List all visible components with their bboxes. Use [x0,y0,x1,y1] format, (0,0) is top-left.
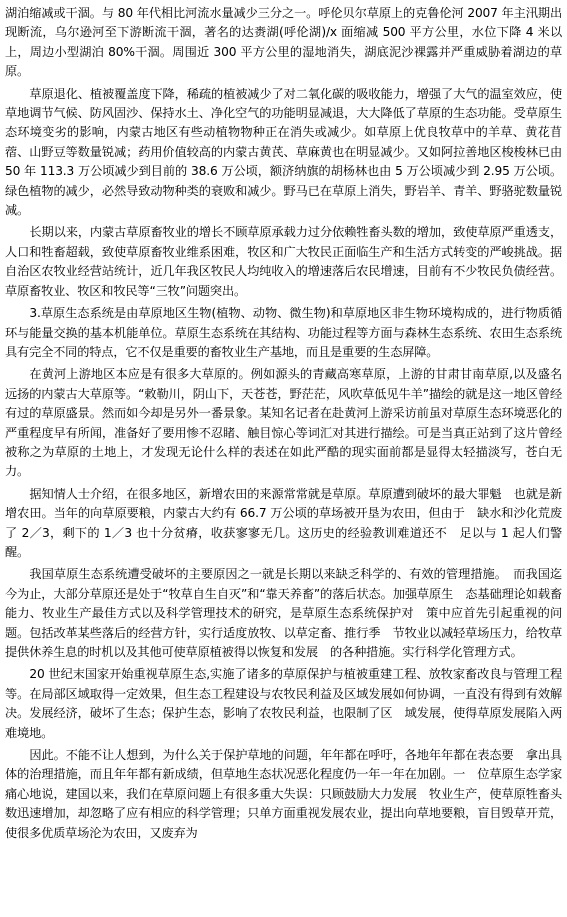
paragraph-yellow-river-grassland: 在黄河上游地区本应是有很多大草原的。例如源头的青藏高寒草原，上游的甘肃甘南草原,以及盛名远扬的内蒙古大草原等。“敕勒川，阴山下，天苍苍，野茫茫，风吹草低见牛羊”描绘的就是这一地区曾经有过的草原盛景。然而如今却是另外一番景象。某知名记者在赴黄河上游采访前虽对草原生态环境恶化的严重程度早有所闻，准备好了要用惨不忍睹、触目惊心等词汇对其进行描绘。可是当真正站到了这片曾经被称之为草原的土地上，才发现无论什么样的表述在如此严酷的现实面前都是显得太轻描淡写，苍白无力。 [5,367,562,479]
paragraph-policy-mistakes: 因此。不能不让人想到，为什么关于保护草地的问题，年年都在呼吁，各地年年都在表态要 拿出具体的治理措施，而且年年都有新成绩，但草地生态状况恶化程度仍一年一年在加剧。一 位草原生态学家痛心地说，建国以来，我们在草原问题上有很多重大失误：只顾鼓励大力发展 牧业生产，使草原牲畜头数迅速增加，却忽略了应有相应的科学管理；只单方面重视发展农业，提出向草地要粮，盲目毁草开荒，使很多优质草场沦为农田，又废弃为 [5,748,562,840]
paragraph-farmland-reclamation: 据知情人士介绍，在很多地区，新增农田的来源常常就是草原。草原遭到破坏的最大罪魁 也就是新增农田。当年的向草原要粮，内蒙古大约有 66.7 万公顷的草场被开垦为农田，但由于 缺水和沙化荒废了 2／3，剩下的 1／3 也十分贫瘠，收获寥寥无几。这历史的经验教训难道还不 足以与 1 起人们警醒。 [5,486,562,559]
paragraph-management-measures: 我国草原生态系统遭受破坏的主要原因之一就是长期以来缺乏科学的、有效的管理措施。 而我国迄今为止，大部分草原还是处于“牧草自生自灭”和“靠天养畜”的落后状态。加强草原生 态基础理论如载畜能力、牧业生产最佳方式以及科学管理技术的研究，是草原生态系统保护对 策中应首先引起重视的问题。包括改革某些落后的经营方针，实行适度放牧、以草定畜、推行季 节牧业以减轻草场压力，给牧草提供休养生息的时机以及其他可使草原植被得以恢复和发展 的各种措施。实行科学化管理方式。 [5,567,562,659]
paragraph-overgrazing: 长期以来，内蒙古草原畜牧业的增长不顾草原承载力过分依赖牲畜头数的增加，致使草原严重透支，人口和牲畜超载，致使草原畜牧业维系困难，牧区和广大牧民正面临生产和生活方式转变的严峻挑战。据自治区农牧业经营站统计，近几年我区牧民人均纯收入的增速落后农民增速，目前有不少牧民负债经营。草原畜牧业、牧区和牧民等“三牧”问题突出。 [5,225,562,298]
paragraph-protection-projects: 20 世纪末国家开始重视草原生态,实施了诸多的草原保护与植被重建工程、放牧家畜改良与管理工程等。在局部区域取得一定效果，但生态工程建设与农牧民利益及区域发展如何协调，一直没有得到有效解决。发展经济，破坏了生态；保护生态，影响了农牧民利益，也限制了区 域发展，使得草原发展陷入两难境地。 [5,667,562,740]
paragraph-ecosystem-definition: 3.草原生态系统是由草原地区生物(植物、动物、微生物)和草原地区非生物环境构成的，进行物质循环与能量交换的基本机能单位。草原生态系统在其结构、功能过程等方面与森林生态系统、农田生态系统具有完全不同的特点，它不仅是重要的畜牧业生产基地，而且是重要的生态屏障。 [5,306,562,359]
paragraph-lake-shrinkage: 湖泊缩减或干涸。与 80 年代相比河流水量减少三分之一。呼伦贝尔草原上的克鲁伦河 2007 年主汛期出现断流，乌尔逊河至下游断流干涸，著名的达赉湖(呼伦湖)/x 面缩减 500 平方公里，水位下降 4 米以上，周边小型湖泊 80%干涸。周围近 300 平方公里的湿地消失，湖底泥沙裸露并严重威胁着湖边的草原。 [5,6,562,79]
paragraph-grassland-degradation: 草原退化、植被覆盖度下降，稀疏的植被减少了对二氧化碳的吸收能力，增强了大气的温室效应，使草地调节气候、防风固沙、保持水土、净化空气的功能明显减退，大大降低了草原的生态功能。受草原生态环境变劣的影响，内蒙古地区有些动植物物种正在消失或减少。如草原上优良牧草中的羊草、黄花苜蓿、山野豆等数量锐减；药用价值较高的内蒙古黄芪、草麻黄也在明显减少。又如阿拉善地区梭梭林已由 50 年 113.3 万公顷减少到目前的 38.6 万公顷，额济纳旗的胡杨林也由 5 万公顷减少到 2.95 万公顷。绿色植物的减少，必然导致动物种类的衰败和减少。野马已在草原上消失，野岩羊、青羊、野骆驼数量锐减。 [5,86,562,218]
document-page [5,4,562,846]
